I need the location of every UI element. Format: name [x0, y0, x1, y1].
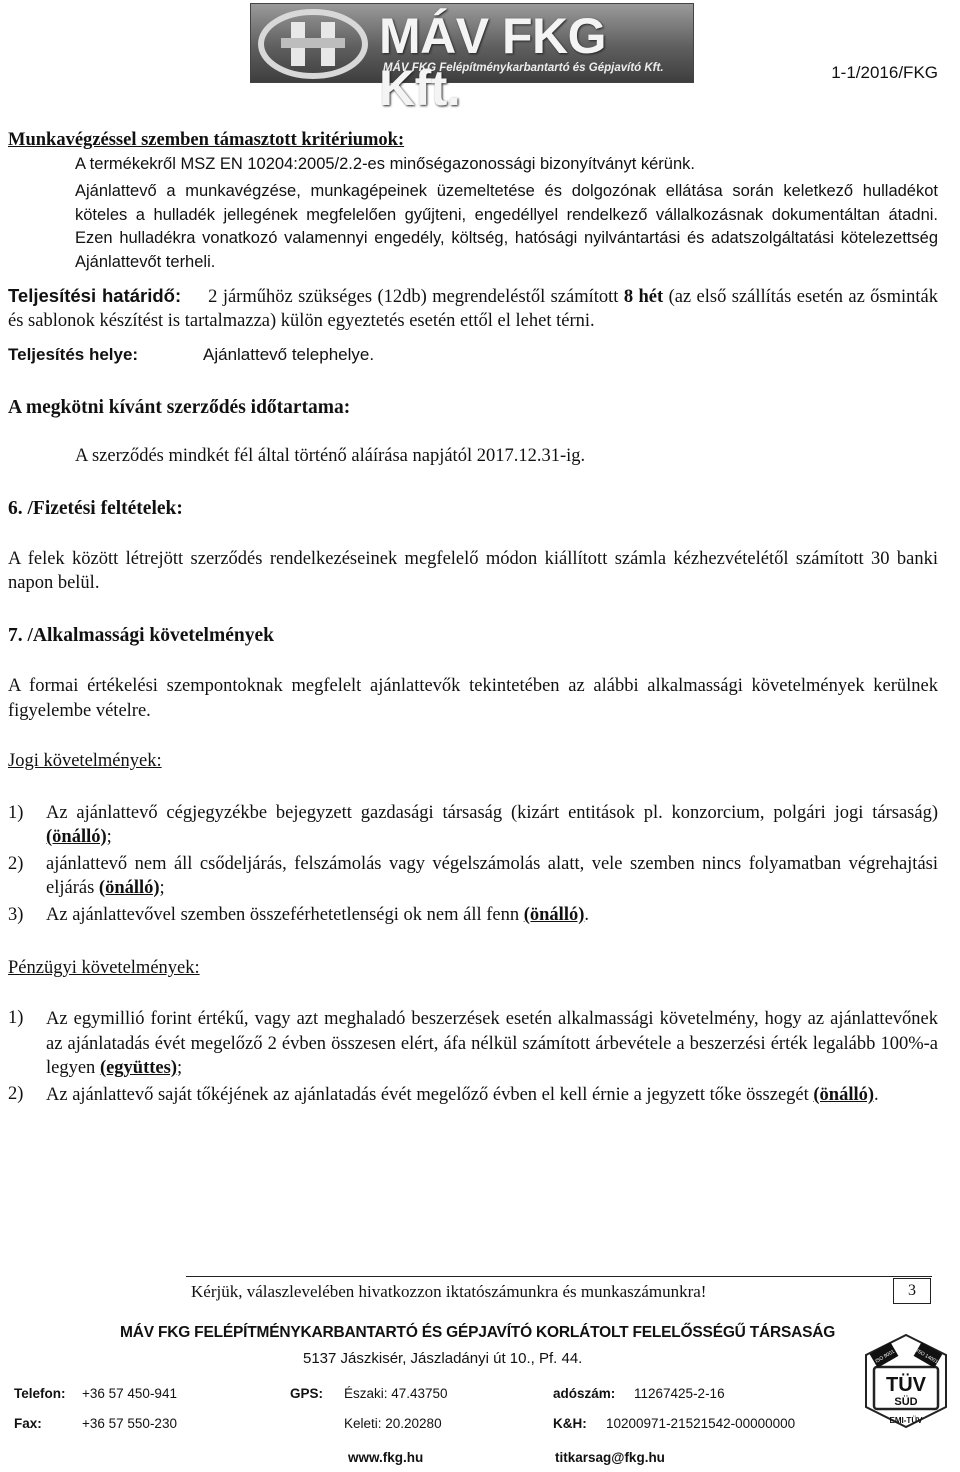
- suitability-text: A formai értékelési szempontoknak megfelelt ajánlattevők tekintetében az alábbi alkalmassági követelmények kerülnek figyelembe vételre.: [8, 676, 938, 721]
- logo-emblem-icon: [251, 4, 381, 84]
- deadline-text-a: 2 járműhöz szükséges (12db) megrendeléstől számított: [208, 287, 619, 307]
- footer-company: MÁV FKG FELÉPÍTMÉNYKARBANTARTÓ ÉS GÉPJAVÍTÓ KORLÁTOLT FELELŐSSÉGŰ TÁRSASÁG: [120, 1324, 836, 1341]
- cert-iso-right: ISO 14001: [915, 1348, 939, 1366]
- logo-subtitle: MÁV FKG Felépítménykarbantartó és Gépjavító Kft.: [383, 62, 664, 74]
- criteria-waste-paragraph: Ajánlattevő a munkavégzése, munkagépeinek üzemeltetése és dolgozónak ellátása során keletkező hulladékot köteles a hulladék jellegének megfelelően gyűjteni, engedéllyel rendelkező vállalkozásnak dokumentáltan átadni. Ezen hulladékra vonatkozó valamennyi engedély, költség, hatósági nyilvántartási és adatszolgáltatási kötelezettség Ajánlattevőt terheli.: [75, 182, 938, 271]
- financial-item-2-number: 2): [8, 1084, 24, 1104]
- legal-item-3: [46, 904, 938, 927]
- cert-sub: SÜD: [894, 1396, 918, 1408]
- legal-item-1-end: ;: [106, 826, 112, 847]
- page-number: 3: [893, 1278, 931, 1304]
- deadline-paragraph: [8, 284, 938, 333]
- deadline-text-b: (az első szállítás esetén az ősminták és sablonok készítést is tartalmazza) külön egyeztetés esetén ettől el lehet térni.: [8, 287, 939, 331]
- payment-heading: 6. /Fizetési feltételek:: [8, 498, 183, 519]
- legal-item-2-text: ajánlattevő nem áll csődeljárás, felszámolás vagy végelszámolás alatt, vele szemben nincs folyamatban végrehajtási eljárás: [46, 854, 938, 898]
- website-link[interactable]: www.fkg.hu: [348, 1450, 424, 1465]
- deadline-weeks: 8 hét: [623, 287, 664, 307]
- footer-rule: [186, 1276, 932, 1277]
- financial-item-1-end: ;: [177, 1058, 183, 1078]
- bank-label: K&H:: [553, 1416, 587, 1431]
- footer-request: Kérjük, válaszlevelében hivatkozzon iktatószámunkra és munkaszámunkra!: [191, 1282, 707, 1301]
- duration-text: A szerződés mindkét fél által történő aláírása napjától 2017.12.31-ig.: [75, 446, 586, 466]
- financial-item-2: [46, 1083, 938, 1108]
- legal-item-3-end: .: [584, 905, 589, 925]
- document-number: 1-1/2016/FKG: [831, 63, 938, 82]
- fax-label: Fax:: [14, 1416, 42, 1431]
- payment-text: A felek között létrejött szerződés rendelkezéseinek megfelelő módon kiállított számla kézhezvételétől számított 30 banki napon belül.: [8, 549, 938, 593]
- legal-item-1-number: 1): [8, 803, 24, 823]
- logo-title: MÁV FKG Kft.: [379, 8, 607, 116]
- gps-east: Keleti: 20.20280: [344, 1416, 442, 1431]
- place-label: Teljesítés helye:: [8, 345, 139, 364]
- financial-item-2-text: Az ajánlattevő saját tőkéjének az ajánlatadás évét megelőző évben el kell érnie a jegyzett tőke összegét: [46, 1085, 809, 1105]
- financial-item-1-number: 1): [8, 1008, 24, 1028]
- criteria-certificate: A termékekről MSZ EN 10204:2005/2.2-es minőségazonossági bizonyítványt kérünk.: [75, 155, 695, 173]
- legal-item-3-text: Az ajánlattevővel szemben összeférhetetlenségi ok nem áll fenn: [46, 905, 520, 925]
- duration-heading: A megkötni kívánt szerződés időtartama:: [8, 397, 351, 418]
- financial-item-2-tag: (önálló): [813, 1085, 875, 1105]
- bank-value: 10200971-21521542-00000000: [606, 1416, 796, 1431]
- legal-item-3-number: 3): [8, 905, 24, 925]
- fax-value: +36 57 550-230: [82, 1416, 177, 1431]
- place-value: Ajánlattevő telephelye.: [203, 345, 375, 364]
- cert-main: TÜV: [886, 1374, 926, 1396]
- legal-heading: Jogi követelmények:: [8, 751, 162, 771]
- legal-item-2-end: ;: [159, 877, 165, 898]
- email-link[interactable]: titkarsag@fkg.hu: [555, 1450, 665, 1465]
- company-logo: [250, 3, 694, 116]
- financial-item-1-tag: (együttes): [99, 1058, 177, 1078]
- financial-item-2-end: .: [874, 1085, 879, 1105]
- financial-item-1: [46, 1007, 938, 1081]
- cert-iso-left: ISO 9001: [874, 1348, 896, 1365]
- footer-address: 5137 Jászkisér, Jászladányi út 10., Pf. 44.: [303, 1350, 583, 1367]
- tuv-certification-badge: [862, 1333, 950, 1429]
- tuv-badge-icon: [862, 1333, 950, 1429]
- cert-bottom: EMI-TÜV: [889, 1416, 923, 1425]
- tax-value: 11267425-2-16: [634, 1386, 725, 1401]
- financial-heading: Pénzügyi követelmények:: [8, 958, 200, 978]
- suitability-heading: 7. /Alkalmassági követelmények: [8, 625, 274, 646]
- phone-label: Telefon:: [14, 1386, 66, 1401]
- financial-item-1-text: Az egymillió forint értékű, vagy azt meghaladó beszerzések esetén alkalmassági követelmény, hogy az ajánlattevőnek az ajánlatadás évét megelőző 2 évben összesen elért, áfa nélkül számított árbevétele a beszerzési érték legalább 100%-a legyen: [46, 1009, 938, 1078]
- legal-item-2-tag: (önálló): [98, 877, 160, 898]
- legal-item-1: [46, 802, 938, 849]
- legal-item-2-number: 2): [8, 854, 24, 874]
- phone-value: +36 57 450-941: [82, 1386, 177, 1401]
- legal-item-1-tag: (önálló): [46, 826, 107, 847]
- criteria-heading: Munkavégzéssel szemben támasztott kritériumok:: [8, 130, 405, 150]
- gps-label: GPS:: [290, 1386, 324, 1401]
- legal-item-2: [46, 853, 938, 900]
- legal-item-1-text: Az ajánlattevő cégjegyzékbe bejegyzett gazdasági társaság (kizárt entitások pl. konzorcium, polgári jogi társaság): [46, 803, 938, 823]
- legal-item-3-tag: (önálló): [523, 905, 585, 925]
- tax-label: adószám:: [553, 1386, 616, 1401]
- gps-north: Északi: 47.43750: [344, 1386, 448, 1401]
- deadline-label: Teljesítési határidő:: [8, 285, 182, 306]
